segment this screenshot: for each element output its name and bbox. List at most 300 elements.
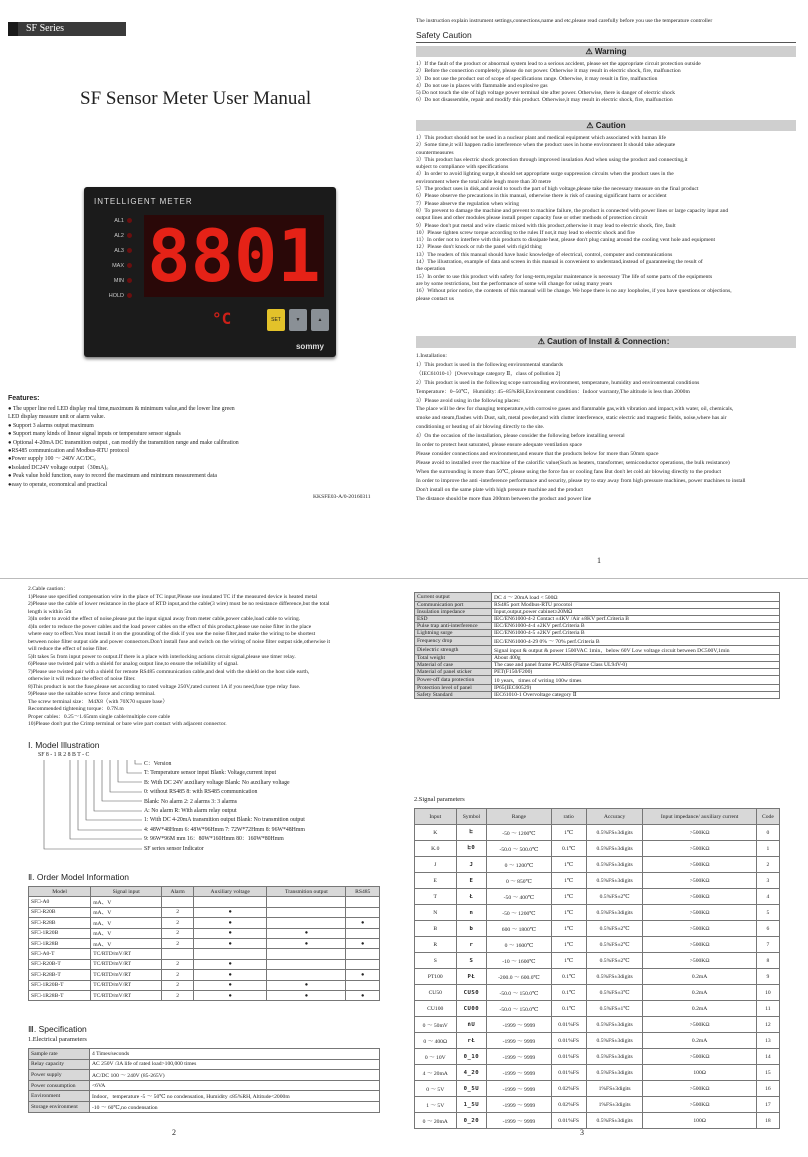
table-cell: 0.5%FS±2℃ (586, 921, 643, 937)
warning-bar: ⚠ Warning (416, 46, 796, 57)
table-cell: -50 ～ 1200℃ (487, 905, 551, 921)
table-row (29, 928, 380, 938)
table-cell: ● (194, 959, 267, 969)
table-row (29, 1059, 380, 1070)
model-legend-item: 4: 48W*48Hmm 6: 48W*96Hmm 7: 72W*72Hmm 8: 96W*48Hmm (144, 826, 305, 833)
order-table-header: Alarm (162, 887, 194, 897)
table-cell: 1℃ (551, 921, 586, 937)
table-cell: IEC/EN61000-4-29 0% ～ 70% perf.Criteria B (492, 637, 780, 646)
caution-list (416, 135, 796, 303)
table-row (415, 969, 780, 985)
signal-table-header: Accuracy (586, 809, 643, 825)
table-cell: IEC61010-1 Overvoltage category Ⅱ (492, 692, 780, 699)
cable-caution-item: 8)This product is not the fuse,please set according to rated voltage 250V,rated current 1A if you need,fuse type relay fuse. (28, 683, 301, 690)
table-cell: 4 (756, 889, 779, 905)
table-cell: -1999 ～ 9999 (487, 1017, 551, 1033)
table-cell: -50 ～ 400℃ (487, 889, 551, 905)
feature-item: ●RS485 communication and Modbus-RTU protocol (8, 448, 130, 455)
table-row (415, 953, 780, 969)
set-button[interactable]: SET (267, 309, 285, 331)
up-icon[interactable]: ▲ (311, 309, 329, 331)
table-cell: 10 (756, 985, 779, 1001)
table-cell: 1 (756, 841, 779, 857)
table-cell: SF□-1R20B (29, 928, 91, 938)
table-cell: 0.5%FS±3digits (586, 905, 643, 921)
features-heading: Features: (8, 395, 40, 402)
order-table-header: RS485 (346, 887, 380, 897)
table-cell: Power supply (29, 1070, 90, 1081)
table-cell: Power consumption (29, 1080, 90, 1091)
feature-item: LED display measure unit or alarm value. (8, 414, 106, 421)
table-cell: SF□-R28B-T (29, 970, 91, 980)
table-cell: 0 ～ 20mA (415, 1113, 457, 1129)
caution-item: environment where the total cable lengh more than 30 metre (416, 178, 551, 185)
cable-caution-item: between noise filter output side and power connectors.Don't install fuse and switch on the wiring of noise filter output side,otherwise it (28, 638, 331, 645)
table-cell: >500KΩ (643, 953, 756, 969)
cable-caution-item: 6)Please use twisted pair with a shield for analog output line,to ensure the reliability of signal. (28, 661, 239, 667)
table-cell (346, 959, 380, 969)
table-row (29, 959, 380, 969)
model-legend-item: 0: without RS485 8: with RS485 communication (144, 789, 258, 796)
table-cell: -50.0 ～ 500.0℃ (487, 841, 551, 857)
table-row (415, 616, 780, 623)
table-cell: 100Ω (643, 1113, 756, 1129)
page-number-1: 1 (597, 556, 601, 565)
table-cell: ● (346, 938, 380, 948)
cable-caution-item: Recommended tightening torque：0.7N.m (28, 706, 124, 712)
model-code: SF 8 - 1 R 2 8 B T - C (38, 752, 90, 758)
table-cell: 8 (756, 953, 779, 969)
table-row (415, 841, 780, 857)
table-cell (267, 897, 346, 907)
cable-caution-item: where easy to effect.You must install it on the grounding of the disk if you use the noise filter,and make the wiring to be shortest (28, 631, 316, 637)
table-cell: Input,output,power cabinet≥20MΩ (492, 609, 780, 616)
table-cell (346, 928, 380, 938)
table-row (415, 1113, 780, 1129)
table-cell: 1%FS±3digits (586, 1097, 643, 1113)
led-al3: AL3 (92, 243, 132, 258)
cable-caution-item: otherwise it will reduce the effect of noise filter. (28, 676, 136, 682)
spec-table (414, 592, 780, 699)
table-cell: rŁ (456, 1033, 487, 1049)
table-cell: 0 ～ 5V (415, 1081, 457, 1097)
table-cell: S (456, 953, 487, 969)
table-cell: Indoor，temperature -5 ～ 50℃ no condensation, Humidity ≤85%RH, Altitude<2000m (90, 1091, 380, 1102)
table-cell: >500KΩ (643, 1081, 756, 1097)
install-item: Please avoid to installed over the machine of the calorific value(Such as heaters, transformer, semiconductor operations, the bulk resistance) (416, 459, 730, 466)
table-cell: CU100 (415, 1001, 457, 1017)
install-item: 3）Please avoid using in the following places: (416, 397, 521, 404)
table-row (415, 685, 780, 692)
table-cell: 0 ～ 50mV (415, 1017, 457, 1033)
table-cell: Protection level of panel (415, 685, 492, 692)
meter-device-image (84, 187, 336, 357)
table-row (415, 1033, 780, 1049)
brand-logo: sommy (295, 342, 324, 351)
led-al2: AL2 (92, 228, 132, 243)
table-row (29, 897, 380, 907)
table-cell: 0.1℃ (551, 1001, 586, 1017)
table-row (415, 905, 780, 921)
table-cell: SF□-A0-T (29, 949, 91, 959)
table-cell: 0.02%FS (551, 1081, 586, 1097)
table-cell: T (415, 889, 457, 905)
table-cell: 0.1℃ (551, 969, 586, 985)
table-row (29, 970, 380, 980)
feature-item: ●Power supply 100 ～ 240V AC/DC。 (8, 456, 100, 463)
order-heading: Ⅱ. Order Model Information (28, 872, 130, 882)
signal-table (414, 808, 780, 1129)
table-cell: 0.01%FS (551, 1065, 586, 1081)
table-cell: 0.5%FS±3digits (586, 825, 643, 841)
table-cell: 2 (162, 990, 194, 1000)
table-cell: 0 ～ 400Ω (415, 1033, 457, 1049)
model-heading: Ⅰ. Model Illustration (28, 740, 100, 750)
table-row (29, 1049, 380, 1060)
warning-item: 3）Do not use the product out of scope of specifications range. Otherwise, it may result in fire, malfunction (416, 75, 658, 82)
table-cell: 0.5%FS±3digits (586, 1065, 643, 1081)
cable-caution-item: 7)Please use twisted pair with a shield for remote RS485 communication cable,and deal with the shield on the host side earth, (28, 668, 310, 675)
table-cell: SF□-1R20B-T (29, 980, 91, 990)
table-cell: 0.5%FS±2℃ (586, 937, 643, 953)
install-item: The distance should be more than 200mm between the product and power line (416, 495, 592, 502)
table-cell: -1999 ～ 9999 (487, 1097, 551, 1113)
table-cell: 1 ～ 5V (415, 1097, 457, 1113)
table-cell (267, 949, 346, 959)
table-cell: 2 (162, 938, 194, 948)
table-cell: >500KΩ (643, 937, 756, 953)
table-cell: 0.5%FS±3digits (586, 1033, 643, 1049)
table-cell: -10 ～ 1600℃ (487, 953, 551, 969)
table-cell: 0.5%FS±3digits (586, 841, 643, 857)
caution-item: 9）Please don't put metal and wire clastic mixed with this product,otherwise it may lead to electric shock, fire, fault (416, 222, 676, 229)
table-cell: 0_10 (456, 1049, 487, 1065)
table-cell: Storage environment (29, 1101, 90, 1112)
caution-item: 5）The product uses in disk,and avoid to touch the part of high voltage,please take the necessary measure on the final product (416, 186, 699, 193)
table-cell: 0.5%FS±3digits (586, 969, 643, 985)
feature-item: ● Optional 4-20mA DC transmition output , can modify the transmition range and make calibration (8, 439, 239, 446)
table-cell: 3 (756, 873, 779, 889)
cable-caution-item: 2.Cable caution： (28, 586, 69, 592)
table-cell: mA、V (91, 918, 162, 928)
table-cell: ᖶ0 (456, 841, 487, 857)
signal-table-header: Code (756, 809, 779, 825)
warning-item: 6）Do not disassemble, repair and modify this product. Otherwise,it may result in electric shock, fire, malfunction (416, 97, 673, 104)
table-cell: IP65(IEC60529) (492, 685, 780, 692)
table-cell: The case and panel frame PC/ABS (Flame Class UL94V-0) (492, 662, 780, 669)
table-row (415, 692, 780, 699)
led-max: MAX (92, 258, 132, 273)
table-cell: >500KΩ (643, 857, 756, 873)
cable-caution-item: The screw terminal size： M4X8（with 70X70 square base） (28, 698, 168, 705)
table-row (415, 602, 780, 609)
signal-table-header: Symbol (456, 809, 487, 825)
table-cell: Dielectric strength (415, 646, 492, 655)
table-cell: 4 ～ 20mA (415, 1065, 457, 1081)
table-cell: J (456, 857, 487, 873)
table-cell: mA、V (91, 897, 162, 907)
table-cell (346, 897, 380, 907)
table-cell: 2 (162, 980, 194, 990)
cable-caution-item: length is within 5m (28, 608, 72, 615)
model-legend-item: A: No alarm R: With alarm relay output (144, 808, 237, 815)
down-icon[interactable]: ▼ (289, 309, 307, 331)
elec-table (28, 1048, 380, 1113)
table-row (415, 825, 780, 841)
table-cell: mA、V (91, 928, 162, 938)
table-cell: TC/RTD/mV/RT (91, 970, 162, 980)
page-title: SF Sensor Meter User Manual (80, 88, 312, 109)
table-cell: 14 (756, 1049, 779, 1065)
table-row (415, 662, 780, 669)
table-cell: 2 (162, 928, 194, 938)
table-cell: Environment (29, 1091, 90, 1102)
table-cell: Communication port (415, 602, 492, 609)
table-cell: RS485 port Modbus-RTU procotol (492, 602, 780, 609)
table-row (29, 1070, 380, 1081)
table-row (415, 637, 780, 646)
caution-item: 8）To prevent to damage the machine and prevent to machine failure, the product is connected with power lines or large capacity input and (416, 207, 729, 214)
table-cell: 0 ～ 1600℃ (487, 937, 551, 953)
table-cell: 0.1℃ (551, 841, 586, 857)
table-cell: -1999 ～ 9999 (487, 1065, 551, 1081)
table-cell: DC 4 ～ 20mA load < 500Ω (492, 593, 780, 602)
table-row (415, 1049, 780, 1065)
table-row (415, 655, 780, 662)
table-row (415, 921, 780, 937)
feature-item: ●easy to operate, economical and practical (8, 481, 108, 488)
table-cell: 0.5%FS±3℃ (586, 985, 643, 1001)
table-cell: B (415, 921, 457, 937)
warning-item: 5) Do not touch the site of high voltage power terminal site after power. Otherwise, there is danger of electric shock (416, 90, 676, 97)
table-cell: ● (194, 970, 267, 980)
table-cell: 0.5%FS±3digits (586, 1113, 643, 1129)
cable-caution-item: 3)In order to avoid the effect of noise,please put the input signal away from meter cable,power cable,load cable to wiring. (28, 616, 301, 622)
model-legend-item: T: Temperature sensor input Blank: Voltage,current input (144, 770, 277, 777)
table-cell: ● (346, 918, 380, 928)
table-cell: 0.01%FS (551, 1033, 586, 1049)
table-cell: 2 (162, 907, 194, 917)
table-cell: 2 (162, 918, 194, 928)
model-legend (144, 760, 305, 854)
table-cell: ● (267, 990, 346, 1000)
install-item: Temperature：0~50℃，Humidity: 45~85%RH,Environment condition：Indoor warranty,The altitude is less than 2000m (416, 388, 690, 395)
cable-caution-item: 1)Please use specified compensation wire in the place of TC input,Please use insulated TC if the measured device is heated metal (28, 593, 318, 600)
cable-caution-item: Proper cables：0.25～1.65mm single cable/multiple core cable (28, 713, 171, 720)
table-cell: ● (267, 938, 346, 948)
table-cell: Pulse trap anti-interference (415, 623, 492, 630)
table-cell: <6VA (90, 1080, 380, 1091)
table-cell: 0.5%FS±3digits (586, 1017, 643, 1033)
table-cell: CU00 (456, 1001, 487, 1017)
table-cell: -1999 ～ 9999 (487, 1033, 551, 1049)
table-cell: >500KΩ (643, 1017, 756, 1033)
caution-item: 6）Please observe the precautions in this manual, otherwise there is risk of causing significant harm or accident (416, 193, 667, 200)
install-item: 1）This product is used in the following environmental standards (416, 361, 563, 368)
order-table (28, 886, 380, 1001)
table-cell: PT100 (415, 969, 457, 985)
table-row (415, 985, 780, 1001)
table-cell: 1℃ (551, 889, 586, 905)
table-cell: 0.01%FS (551, 1113, 586, 1129)
warning-item: 1）If the fault of the product or abnormal system lead to a serious accident, please set the appropriate circuit protection outside (416, 61, 701, 67)
doc-code: KKSFE03-A/0-20160311 (313, 494, 371, 500)
table-cell: 9 (756, 969, 779, 985)
table-cell: -1999 ～ 9999 (487, 1081, 551, 1097)
table-cell: ● (194, 980, 267, 990)
led-min: MIN (92, 273, 132, 288)
table-row (415, 676, 780, 685)
table-cell (194, 949, 267, 959)
model-legend-item: B: With DC 24V auxiliary voltage Blank: No auxiliary voltage (144, 779, 290, 786)
features-list (8, 405, 328, 489)
table-cell: IEC/EN61000-4-2 Contact ±4KV /Air ±8KV perf.Criteria B (492, 616, 780, 623)
table-cell: 0.2mA (643, 985, 756, 1001)
table-cell (194, 897, 267, 907)
feature-item: ● Support many kinds of linear signal inputs or temperature sensor signals (8, 431, 181, 438)
table-cell: 1℃ (551, 825, 586, 841)
table-cell: AC/DC 100 ～ 240V (85-265V) (90, 1070, 380, 1081)
table-cell: TC/RTD/mV/RT (91, 980, 162, 990)
table-cell: ● (194, 918, 267, 928)
caution-item: 3）This product has electric shock protection through improved insulation And when using the product and connecting,it (416, 156, 688, 163)
spec-heading: Ⅲ. Specification (28, 1024, 87, 1034)
table-cell: SF□-R20B-T (29, 959, 91, 969)
table-cell: 0.2mA (643, 1001, 756, 1017)
table-cell: 7 (756, 937, 779, 953)
safety-heading: Safety Caution (416, 30, 472, 40)
model-legend-item: Blank: No alarm 2: 2 alarms 3: 3 alarms (144, 798, 238, 805)
table-cell: PET(F150/F200) (492, 669, 780, 676)
table-cell: E (456, 873, 487, 889)
install-item: 1.Installation: (416, 353, 447, 359)
table-cell: -50 ～ 1200℃ (487, 825, 551, 841)
table-cell: >500KΩ (643, 905, 756, 921)
install-item: （IEC61010-1）[Overvoltage category Ⅱ，class of pollution 2] (416, 370, 561, 377)
install-item: The place will be dew for changing temperature,with corrosive gases and flammable gas,with vibration and impact,with water, oil, chemicals, (416, 406, 734, 413)
table-cell: ● (194, 990, 267, 1000)
signal-table-header: Input (415, 809, 457, 825)
caution-item: 7）Please abserve the regulation when wiring (416, 200, 519, 207)
table-cell: 6 (756, 921, 779, 937)
table-cell (267, 918, 346, 928)
table-cell: 15 (756, 1065, 779, 1081)
table-row (415, 1017, 780, 1033)
table-cell: 0.01%FS (551, 1017, 586, 1033)
device-main-display: 8801 (144, 215, 324, 297)
table-cell: 0_5U (456, 1081, 487, 1097)
signal-table-header: Input impedance/ auxiliary current (643, 809, 756, 825)
feature-item: ● The upper line red LED display real time,maximum & minimum value,and the lower line green (8, 406, 235, 412)
table-cell: >500KΩ (643, 873, 756, 889)
table-cell: -1999 ～ 9999 (487, 1049, 551, 1065)
table-cell: 0 (756, 825, 779, 841)
table-cell: Frequency drop (415, 637, 492, 646)
device-unit-display: °C (212, 309, 232, 328)
table-cell: 13 (756, 1033, 779, 1049)
table-cell: TC/RTD/mV/RT (91, 959, 162, 969)
table-cell: >500KΩ (643, 841, 756, 857)
cable-caution-item: 4)In order to reduce the power cables and the load power cables on the effect of this product,please use noise filter in the place (28, 623, 312, 630)
table-cell: 17 (756, 1097, 779, 1113)
feature-item: ● Peak value hold function, easy to record the maximum and minimum measurement data (8, 473, 217, 480)
table-cell: S (415, 953, 457, 969)
table-row (29, 980, 380, 990)
table-cell: 5 (756, 905, 779, 921)
table-cell: r (456, 937, 487, 953)
caution-item: 12）Please don't knock or rub the panel with rigid thing (416, 244, 542, 251)
table-cell: About 400g (492, 655, 780, 662)
table-cell: ● (346, 990, 380, 1000)
caution-item: subject to compliance with specifications (416, 164, 509, 171)
caution-item: the operation (416, 266, 446, 273)
table-cell: -200.0 ～ 600.0℃ (487, 969, 551, 985)
table-cell: Safety Standard (415, 692, 492, 699)
table-cell: R (415, 937, 457, 953)
table-cell (346, 949, 380, 959)
install-item: In order to improve the anti -interference performance and security, please try to stay away from high pressure machines, power machines to install (416, 477, 746, 484)
table-cell: IEC/EN61000-4-4 ±2KV perf.Criteria B (492, 623, 780, 630)
install-item: 2）This product is used in the following scope surrounding environment, temperature, humidity and environmental conditions (416, 379, 700, 386)
table-cell: Material of case (415, 662, 492, 669)
page-divider (0, 578, 808, 579)
series-tab: SF Series (8, 22, 126, 36)
table-row (29, 1080, 380, 1091)
table-cell: >500KΩ (643, 825, 756, 841)
warning-list (416, 61, 796, 105)
table-cell: 11 (756, 1001, 779, 1017)
table-cell (346, 907, 380, 917)
table-cell: n (456, 905, 487, 921)
led-al1: AL1 (92, 213, 132, 228)
caution-item: countermeasures (416, 149, 454, 156)
table-cell: N (415, 905, 457, 921)
led-hold: HOLD (92, 288, 132, 303)
caution-item: 1）This product should not be used in a nuclear plant and medical equipment which associated with human life (416, 135, 666, 141)
table-cell: 0 ～ 850℃ (487, 873, 551, 889)
table-cell: 4 Times/seconds (90, 1049, 380, 1060)
table-row (415, 937, 780, 953)
table-row (415, 1097, 780, 1113)
caution-item: 11）In order not to interfere with this products to dissipate heat, please don't plug caning around the cooling vent hole and equipment (416, 237, 716, 244)
model-diagram-lines (40, 758, 150, 858)
page-number-2: 2 (172, 1128, 176, 1137)
install-item: conditioning or heating of air blowing directly to the site. (416, 424, 545, 431)
table-cell: 2 (162, 959, 194, 969)
warning-item: 2）Before the connection completely, please do not power. Otherwise it may result in electric shock, fire, malfunction (416, 68, 681, 75)
table-cell: ● (194, 928, 267, 938)
table-cell: Material of panel sticker (415, 669, 492, 676)
cable-caution-item: 2)Please use the cable of lower resistance in the place of RTD input,and the cable(3 wire) must be no resistance difference,but the total (28, 601, 330, 607)
table-row (415, 873, 780, 889)
model-legend-item: SF series sensor Indicator (144, 845, 204, 852)
device-header: INTELLIGENT METER (94, 197, 193, 206)
intro-text: The instruction explain instrument settings,connections,name and etc,please read carefully before you use the temperature controller (416, 18, 713, 24)
table-row (415, 889, 780, 905)
table-row (29, 1101, 380, 1112)
caution-item: 14）The illustration, example of data and screen in this manual is convenient to understand,instead of guaranteeing the result of (416, 259, 703, 266)
table-cell: ● (194, 938, 267, 948)
table-cell: ● (346, 970, 380, 980)
table-cell: 2 (162, 970, 194, 980)
caution-item: output lines and other modules please install proper capacity fuse or other methods of protection circuit (416, 215, 648, 222)
table-row (415, 646, 780, 655)
cable-caution-item: 10)Please don't put the Crimp terminal or bare wire part contact with adjacent connector. (28, 721, 227, 727)
caution-item: are by some restrictions, but the performance of some will change for using many years (416, 280, 613, 287)
table-cell: mA、V (91, 938, 162, 948)
table-cell: PŁ (456, 969, 487, 985)
cable-caution-list (28, 586, 398, 729)
